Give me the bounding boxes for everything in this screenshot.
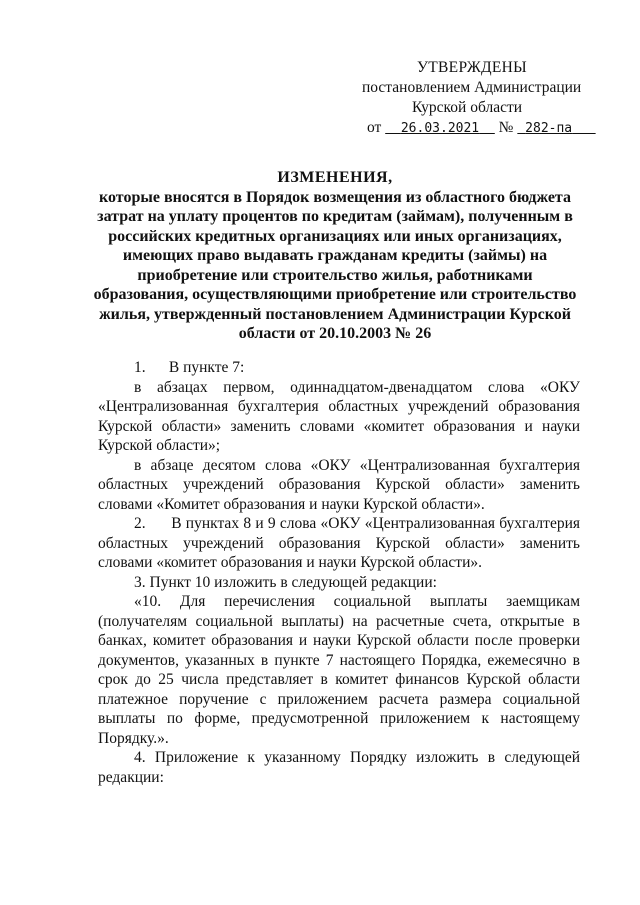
approval-heading: УТВЕРЖДЕНЫ [417,59,527,76]
approval-date-line [355,118,585,139]
document-body [98,358,584,787]
document-title [90,168,580,344]
paragraph-7: 4. Приложение к указанному Порядку изложить в следующей редакции: [98,749,580,786]
approval-date: 26.03.2021 [400,121,480,136]
paragraph-4: 2. В пунктах 8 и 9 слова «ОКУ «Централизованная бухгалтерия областных учреждений образования Курской области» заменить словами «комитет образования и науки Курской области». [98,515,584,571]
date-prefix: от [367,119,382,136]
paragraph-1: 1. В пункте 7: [134,359,245,376]
approval-authority: постановлением Администрации [362,79,582,96]
title-text: которые вносятся в Порядок возмещения из областного бюджета затрат на уплату процентов по кредитам (займам), полученным в российских кредитных организациях или иных организациях, имеющих право выдавать гражданам кредиты (займы) на приобретение или строительство жилья, работниками образования, осуществляющими приобретение или строительство жилья, утвержденный постановлением Администрации Курской области от 20.10.2003 № 26 [93,188,577,342]
approval-stamp [355,58,585,139]
approval-region: Курской области [412,99,523,116]
number-prefix: № [498,119,514,136]
paragraph-6: «10. Для перечисления социальной выплаты заемщикам (получателям социальной выплаты) на расчетные счета, открытые в банках, комитет образования и науки Курской области после проверки документов, указанных в пункте 7 настоящего Порядка, ежемесячно в срок до 25 числа представляет в комитет финансов Курской области платежное поручение с приложением расчета размера социальной выплаты по форме, предусмотренной приложением к настоящему Порядку.». [98,593,580,747]
approval-number: 282-па [525,121,573,136]
paragraph-5: 3. Пункт 10 изложить в следующей редакции: [134,573,437,591]
paragraph-2: в абзацах первом, одиннадцатом-двенадцатом слова «ОКУ «Централизованная бухгалтерия областных учреждений образования Курской области» заменить словами «комитет образования и науки Курской области»; [98,378,580,454]
paragraph-3: в абзаце десятом слова «ОКУ «Централизованная бухгалтерия областных учреждений образования Курской области» заменить словами «Комитет образования и науки Курской области». [98,456,580,513]
title-heading: ИЗМЕНЕНИЯ, [277,169,393,186]
